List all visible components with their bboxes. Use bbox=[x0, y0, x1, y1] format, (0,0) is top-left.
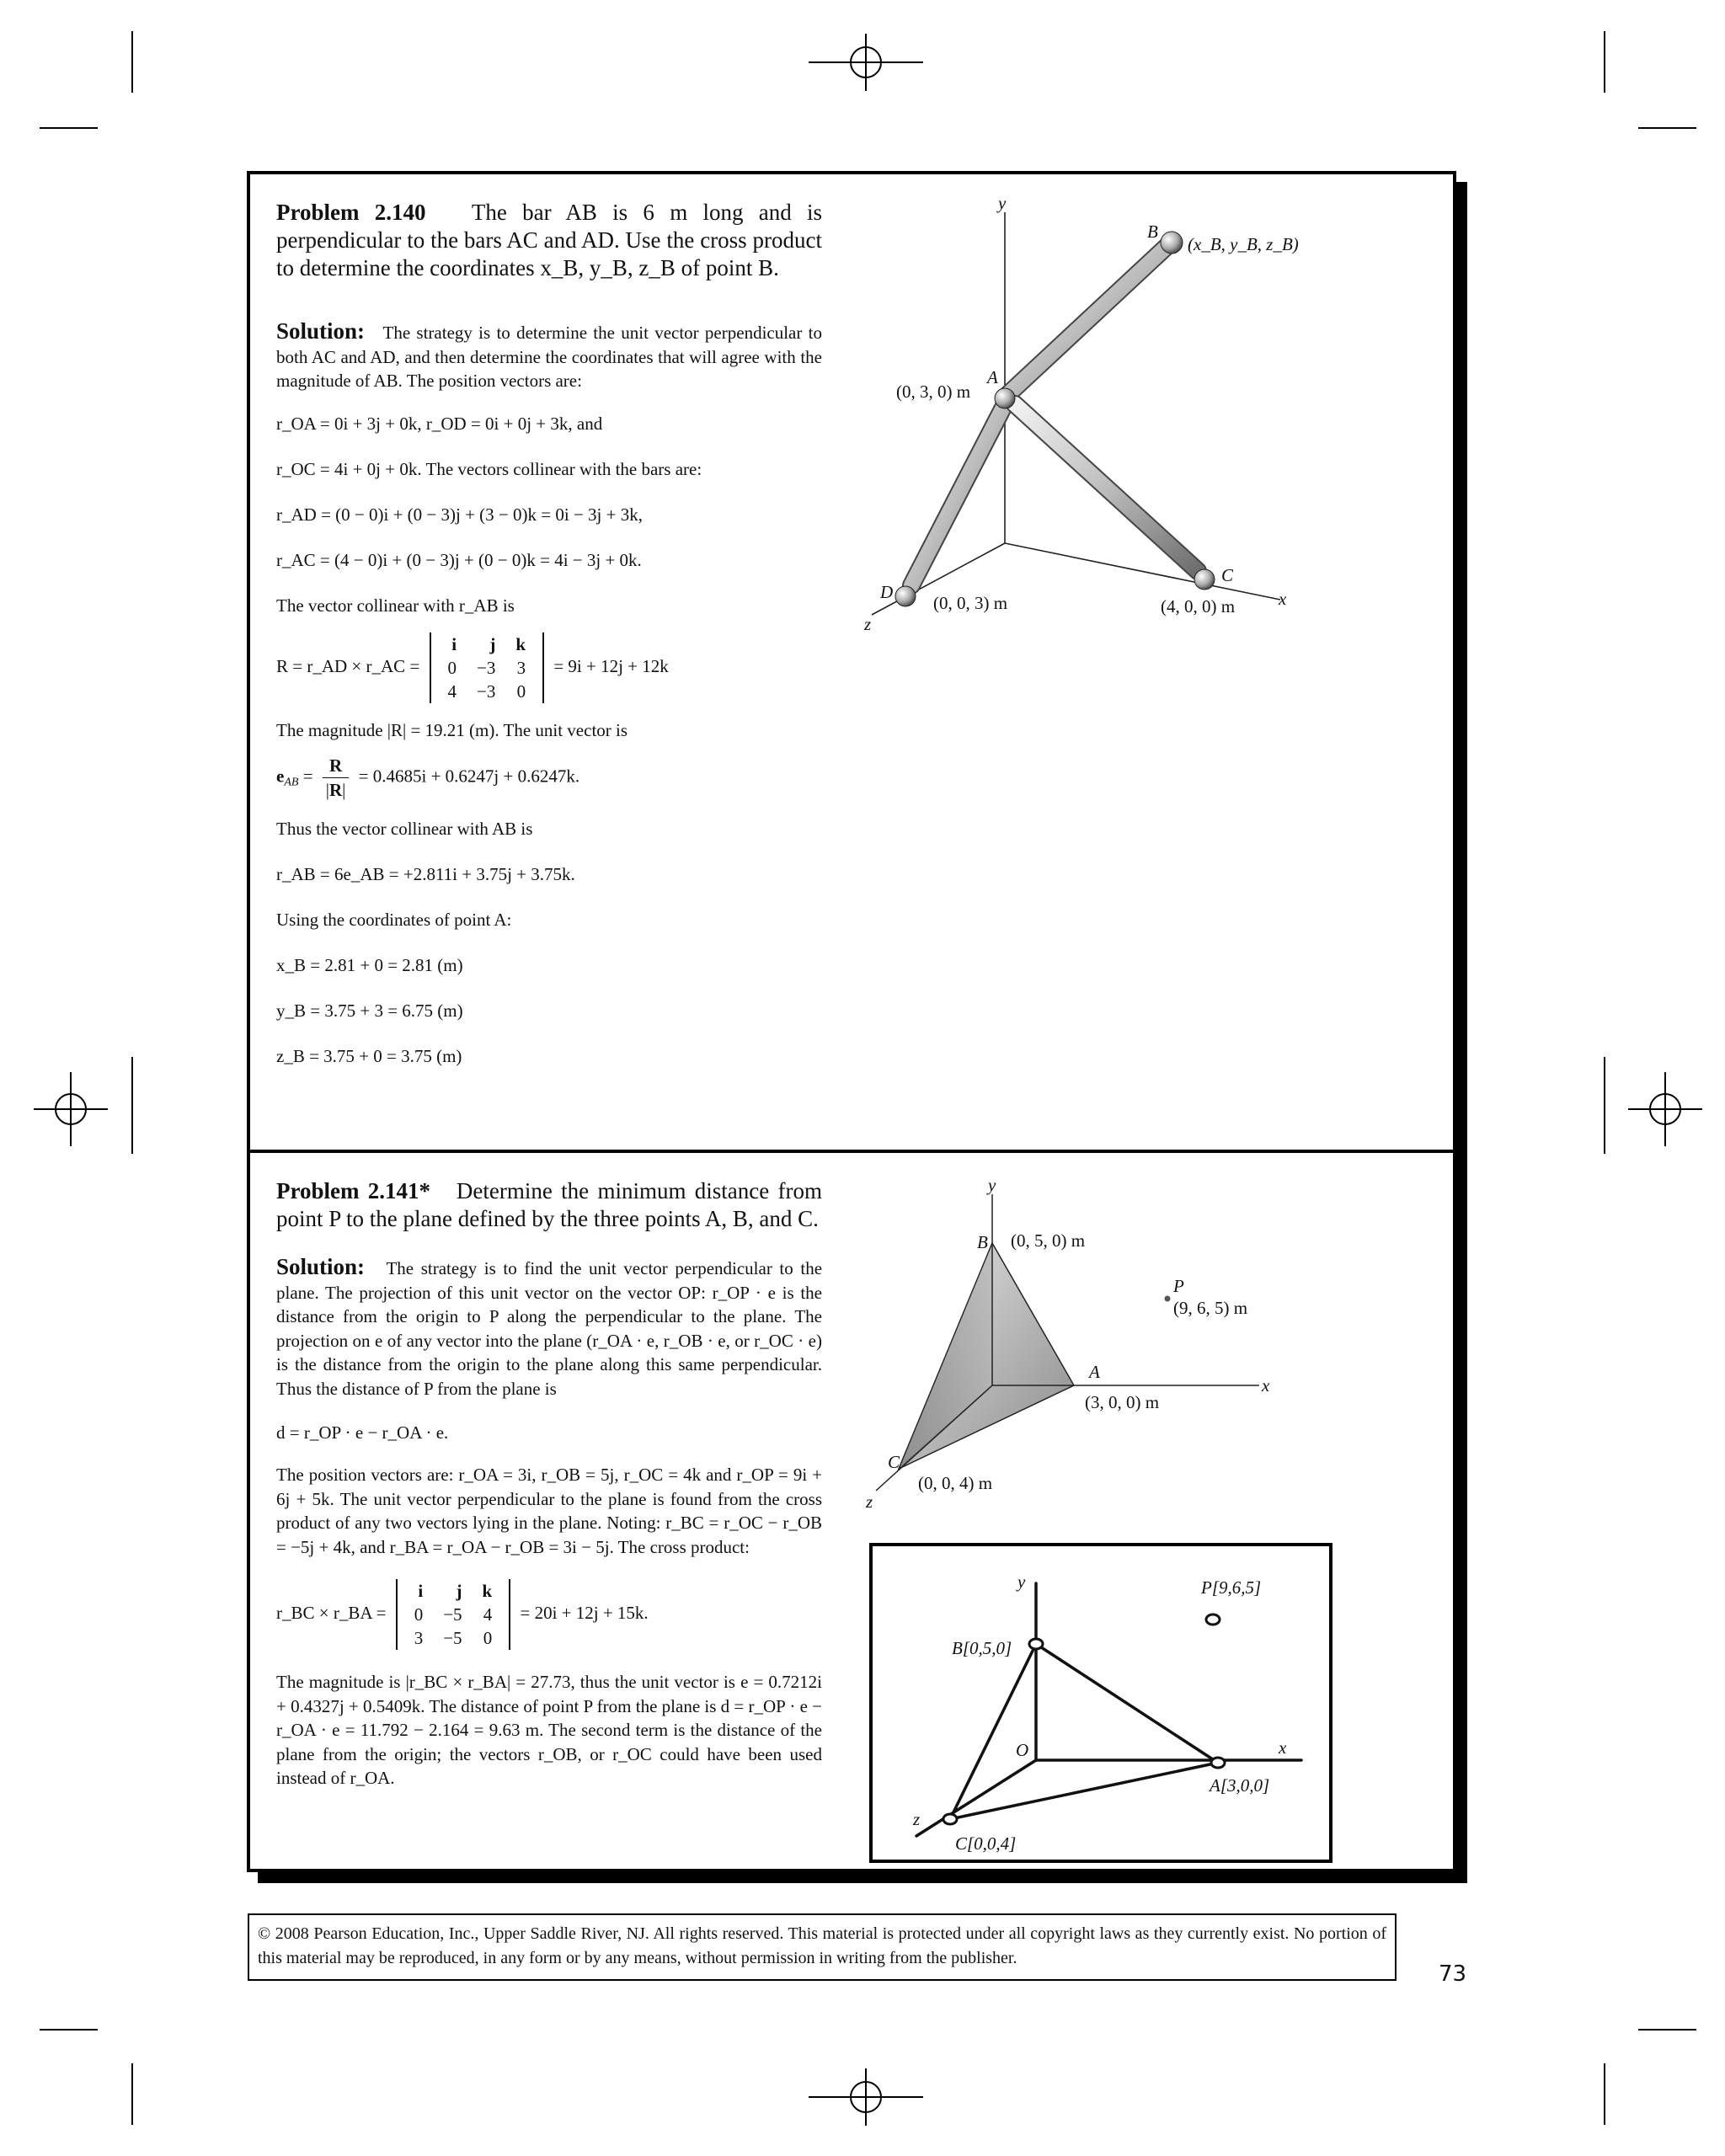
figure-2-141-inset bbox=[868, 1541, 1339, 1870]
det-cell: 4 bbox=[447, 680, 457, 702]
figure-2-141 bbox=[851, 1179, 1322, 1516]
problem-2-140-question: The bar AB is 6 m long and is perpendicular to the bars AC and AD. Use the cross product to determine the coordinates x_B, y_B, z_B of point B. bbox=[276, 200, 823, 280]
collinear-line: Thus the vector collinear with AB is bbox=[276, 818, 533, 839]
inset-frame bbox=[871, 1545, 1331, 1861]
problem-divider bbox=[247, 1150, 1456, 1153]
inset-a-label: A[3,0,0] bbox=[1210, 1775, 1270, 1796]
point-b-label: B bbox=[1147, 221, 1158, 242]
copyright-notice: © 2008 Pearson Education, Inc., Upper Saddle River, NJ. All rights reserved. This material is protected under all copyright laws as they currently exist. No portion of this material may be reproduced, in any form or by any means, without permission in writing from the publisher. bbox=[248, 1913, 1397, 1981]
point-b-coords: (0, 5, 0) m bbox=[1011, 1230, 1086, 1251]
determinant-result: = 20i + 12j + 15k. bbox=[520, 1602, 649, 1623]
point-p-label: P bbox=[1173, 1276, 1184, 1296]
problem-2-141-text bbox=[276, 1177, 822, 1790]
figure-2-140 bbox=[842, 194, 1398, 665]
inset-y-label: y bbox=[1017, 1572, 1026, 1592]
point-c-label: C bbox=[888, 1452, 900, 1472]
determinant-lhs: R = r_AD × r_AC = bbox=[276, 655, 420, 676]
inset-point-p bbox=[1206, 1614, 1220, 1625]
fig-y-label: y bbox=[998, 194, 1007, 213]
problem-2-141-solution-intro bbox=[276, 1255, 822, 1401]
point-c-coords: (4, 0, 0) m bbox=[1161, 596, 1236, 616]
det-cell: i bbox=[451, 633, 457, 654]
inset-point-b bbox=[1029, 1639, 1043, 1649]
joint-a bbox=[995, 388, 1015, 408]
result-xb: x_B = 2.81 + 0 = 2.81 (m) bbox=[276, 954, 463, 975]
solution-intro-text: The strategy is to determine the unit vector perpendicular to both AC and AD, and then determine the coordinates that will agree with the magnitude of AB. The position vectors are: bbox=[276, 323, 822, 391]
equation-line: r_AD = (0 − 0)i + (0 − 3)j + (3 − 0)k = 0i − 3j + 3k, bbox=[276, 504, 643, 525]
det-cell: 0 bbox=[483, 1628, 493, 1648]
distance-equation: d = r_OP · e − r_OA · e. bbox=[276, 1422, 449, 1443]
point-a-label: A bbox=[987, 367, 998, 387]
equation-line: r_OC = 4i + 0j + 0k. The vectors collinear with the bars are: bbox=[276, 458, 702, 479]
point-b-label: B bbox=[977, 1232, 988, 1252]
det-cell: 3 bbox=[516, 657, 526, 678]
joint-b bbox=[1161, 232, 1183, 253]
solution-label: Solution: bbox=[276, 318, 366, 344]
point-p-dot bbox=[1165, 1296, 1171, 1302]
inset-b-label: B[0,5,0] bbox=[952, 1638, 1012, 1658]
solution-label: Solution: bbox=[276, 1254, 366, 1279]
det-cell: j bbox=[489, 633, 496, 654]
fig-z-label: z bbox=[864, 614, 872, 634]
det-cell: 0 bbox=[516, 680, 526, 702]
det-cell: −3 bbox=[477, 680, 496, 702]
inset-x-label: x bbox=[1279, 1737, 1287, 1758]
joint-d bbox=[895, 586, 916, 606]
problem-2-140-solution-intro bbox=[276, 319, 822, 393]
inset-point-c bbox=[943, 1814, 957, 1824]
point-c-coords: (0, 0, 4) m bbox=[918, 1473, 993, 1493]
det-cell: −5 bbox=[443, 1628, 462, 1648]
inset-z-label: z bbox=[913, 1809, 921, 1829]
equation-line: r_AC = (4 − 0)i + (0 − 3)j + (0 − 0)k = 4i − 3j + 0k. bbox=[276, 549, 642, 570]
x-axis bbox=[1005, 543, 1280, 600]
unit-vector-value: = 0.4685i + 0.6247j + 0.6247k. bbox=[358, 765, 580, 786]
inset-origin-label: O bbox=[1016, 1740, 1029, 1760]
problem-2-141-statement bbox=[276, 1177, 822, 1233]
problem-2-141-number: Problem 2.141* bbox=[276, 1178, 431, 1203]
r-ab-line: r_AB = 6e_AB = +2.811i + 3.75j + 3.75k. bbox=[276, 863, 575, 884]
point-c-label: C bbox=[1221, 565, 1234, 585]
point-a-coords: (0, 3, 0) m bbox=[896, 382, 971, 402]
point-b-coords: (x_B, y_B, z_B) bbox=[1188, 234, 1299, 254]
result-yb: y_B = 3.75 + 3 = 6.75 (m) bbox=[276, 1000, 463, 1021]
equation-line: r_OA = 0i + 3j + 0k, r_OD = 0i + 0j + 3k, and bbox=[276, 413, 603, 434]
problem-2-140-text bbox=[276, 199, 822, 1068]
det-cell: k bbox=[482, 1581, 493, 1601]
fig-x-label: x bbox=[1262, 1375, 1270, 1396]
fig-z-label: z bbox=[866, 1492, 873, 1512]
inset-point-a bbox=[1211, 1758, 1225, 1768]
det-cell: −5 bbox=[443, 1604, 462, 1625]
position-vectors-text: The position vectors are: r_OA = 3i, r_OB = 5j, r_OC = 4k and r_OP = 9i + 6j + 5k. The unit vector perpendicular to the plane is found from the cross product of any two vectors lying in the plane. Noting: r_BC = r_OC − r_OB = −5j + 4k, and r_BA = r_OA − r_OB = 3i − 5j. The cross product: bbox=[276, 1465, 822, 1557]
problem-2-140-number: Problem 2.140 bbox=[276, 200, 426, 225]
det-cell: 0 bbox=[447, 657, 457, 678]
magnitude-line: The magnitude |R| = 19.21 (m). The unit vector is bbox=[276, 719, 628, 740]
point-p-coords: (9, 6, 5) m bbox=[1173, 1298, 1248, 1318]
cross-product-determinant bbox=[276, 632, 822, 703]
point-d-coords: (0, 0, 3) m bbox=[933, 593, 1008, 613]
page-number: 73 bbox=[1439, 1961, 1467, 1987]
fig-x-label: x bbox=[1279, 589, 1287, 609]
det-cell: i bbox=[418, 1581, 424, 1601]
fig-y-label: y bbox=[988, 1179, 996, 1195]
det-cell: 0 bbox=[414, 1604, 424, 1625]
problem-2-141-question: Determine the minimum distance from point P to the plane defined by the three points A, B, and C. bbox=[276, 1178, 822, 1231]
result-zb: z_B = 3.75 + 0 = 3.75 (m) bbox=[276, 1045, 462, 1066]
point-a-coords: (3, 0, 0) m bbox=[1085, 1392, 1160, 1412]
determinant-matrix bbox=[430, 632, 545, 703]
unit-vector-equation: $e_{AB}$ = $\frac{R}{|R|}$ = 0.4685i + 0.6247j + 0.6247k. bbox=[276, 755, 580, 800]
solution-intro-text: The strategy is to find the unit vector perpendicular to the plane. The projection of this unit vector on the vector OP: r_OP · e is the distance from the origin to P along the perpendicular to the plane. The projection on e of any vector into the plane (r_OA · e, r_OB · e, or r_OC · e) is the distance from the origin to the plane along this same perpendicular. Thus the distance of P from the plane is bbox=[276, 1258, 823, 1399]
det-cell: k bbox=[515, 633, 526, 654]
using-line: Using the coordinates of point A: bbox=[276, 909, 512, 930]
cross-product-determinant bbox=[276, 1579, 822, 1650]
problem-2-140-statement bbox=[276, 199, 822, 282]
determinant-matrix bbox=[396, 1579, 511, 1650]
point-a-label: A bbox=[1089, 1362, 1100, 1382]
det-cell: 4 bbox=[483, 1604, 493, 1625]
final-result-text: The magnitude is |r_BC × r_BA| = 27.73, thus the unit vector is e = 0.7212i + 0.4327j + 0.5409k. The distance of point P from the plane is d = r_OP · e − r_OA · e = 11.792 − 2.164 = 9.63 m. The second term is the distance of the plane from the origin; the vectors r_OB, or r_OC could have been used instead of r_OA. bbox=[276, 1672, 822, 1788]
joint-c bbox=[1194, 569, 1215, 590]
point-d-label: D bbox=[880, 582, 894, 602]
determinant-lhs: r_BC × r_BA = bbox=[276, 1602, 387, 1623]
determinant-result: = 9i + 12j + 12k bbox=[553, 655, 669, 676]
equation-line: The vector collinear with r_AB is bbox=[276, 595, 515, 616]
det-cell: −3 bbox=[477, 657, 496, 678]
det-cell: 3 bbox=[414, 1628, 424, 1648]
det-cell: j bbox=[456, 1581, 462, 1601]
inset-c-label: C[0,0,4] bbox=[955, 1833, 1017, 1854]
inset-p-label: P[9,6,5] bbox=[1201, 1577, 1262, 1598]
